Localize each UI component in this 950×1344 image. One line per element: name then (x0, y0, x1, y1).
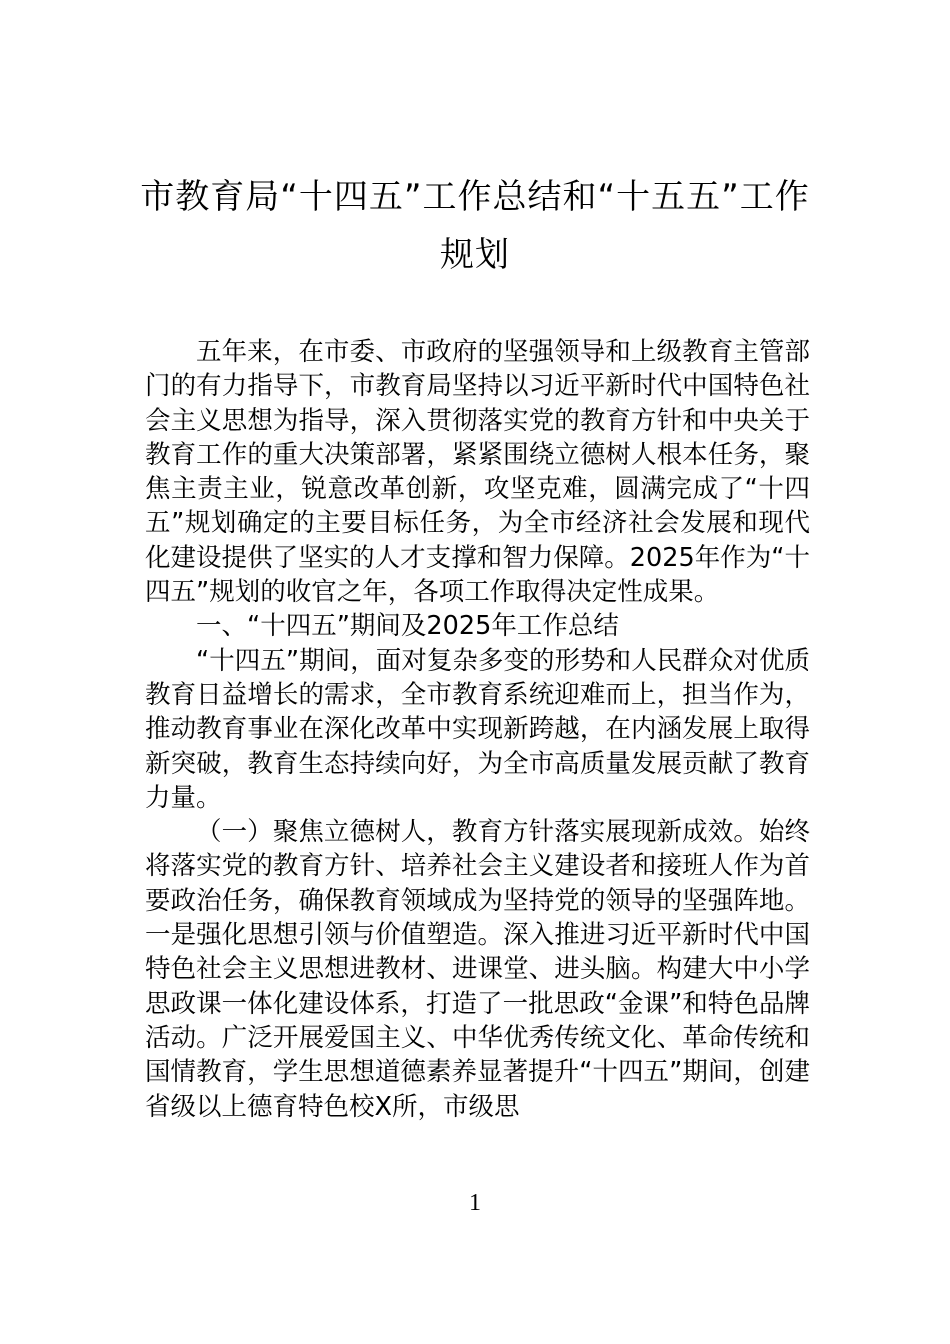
paragraph-subsection-1: （一）聚焦立德树人，教育方针落实展现新成效。始终将落实党的教育方针、培养社会主义建设者和接班人作为首要政治任务，确保教育领域成为坚持党的领导的坚强阵地。一是强化思想引领与价值塑造。深入推进习近平新时代中国特色社会主义思想进教材、进课堂、进头脑。构建大中小学思政课一体化建设体系，打造了一批思政“金课”和特色品牌活动。广泛开展爱国主义、中华优秀传统文化、革命传统和国情教育，学生思想道德素养显著提升“十四五”期间，创建省级以上德育特色校X所，市级思 (145, 817, 810, 1122)
paragraph-overview: “十四五”期间，面对复杂多变的形势和人民群众对优质教育日益增长的需求，全市教育系统迎难而上，担当作为，推动教育事业在深化改革中实现新跨越，在内涵发展上取得新突破，教育生态持续向好，为全市高质量发展贡献了教育力量。 (145, 645, 810, 813)
paragraph-intro: 五年来，在市委、市政府的坚强领导和上级教育主管部门的有力指导下，市教育局坚持以习近平新时代中国特色社会主义思想为指导，深入贯彻落实党的教育方针和中央关于教育工作的重大决策部署，紧紧围绕立德树人根本任务，聚焦主责主业，锐意改革创新，攻坚克难，圆满完成了“十四五”规划确定的主要目标任务，为全市经济社会发展和现代化建设提供了坚实的人才支撑和智力保障。2025年作为“十四五”规划的收官之年，各项工作取得决定性成果。 (145, 337, 810, 608)
document-title: 市教育局“十四五”工作总结和“十五五”工作规划 (140, 177, 810, 275)
page-number: 1 (469, 1190, 481, 1216)
document-body (145, 335, 810, 1124)
section-heading: 一、“十四五”期间及2025年工作总结 (196, 611, 619, 642)
